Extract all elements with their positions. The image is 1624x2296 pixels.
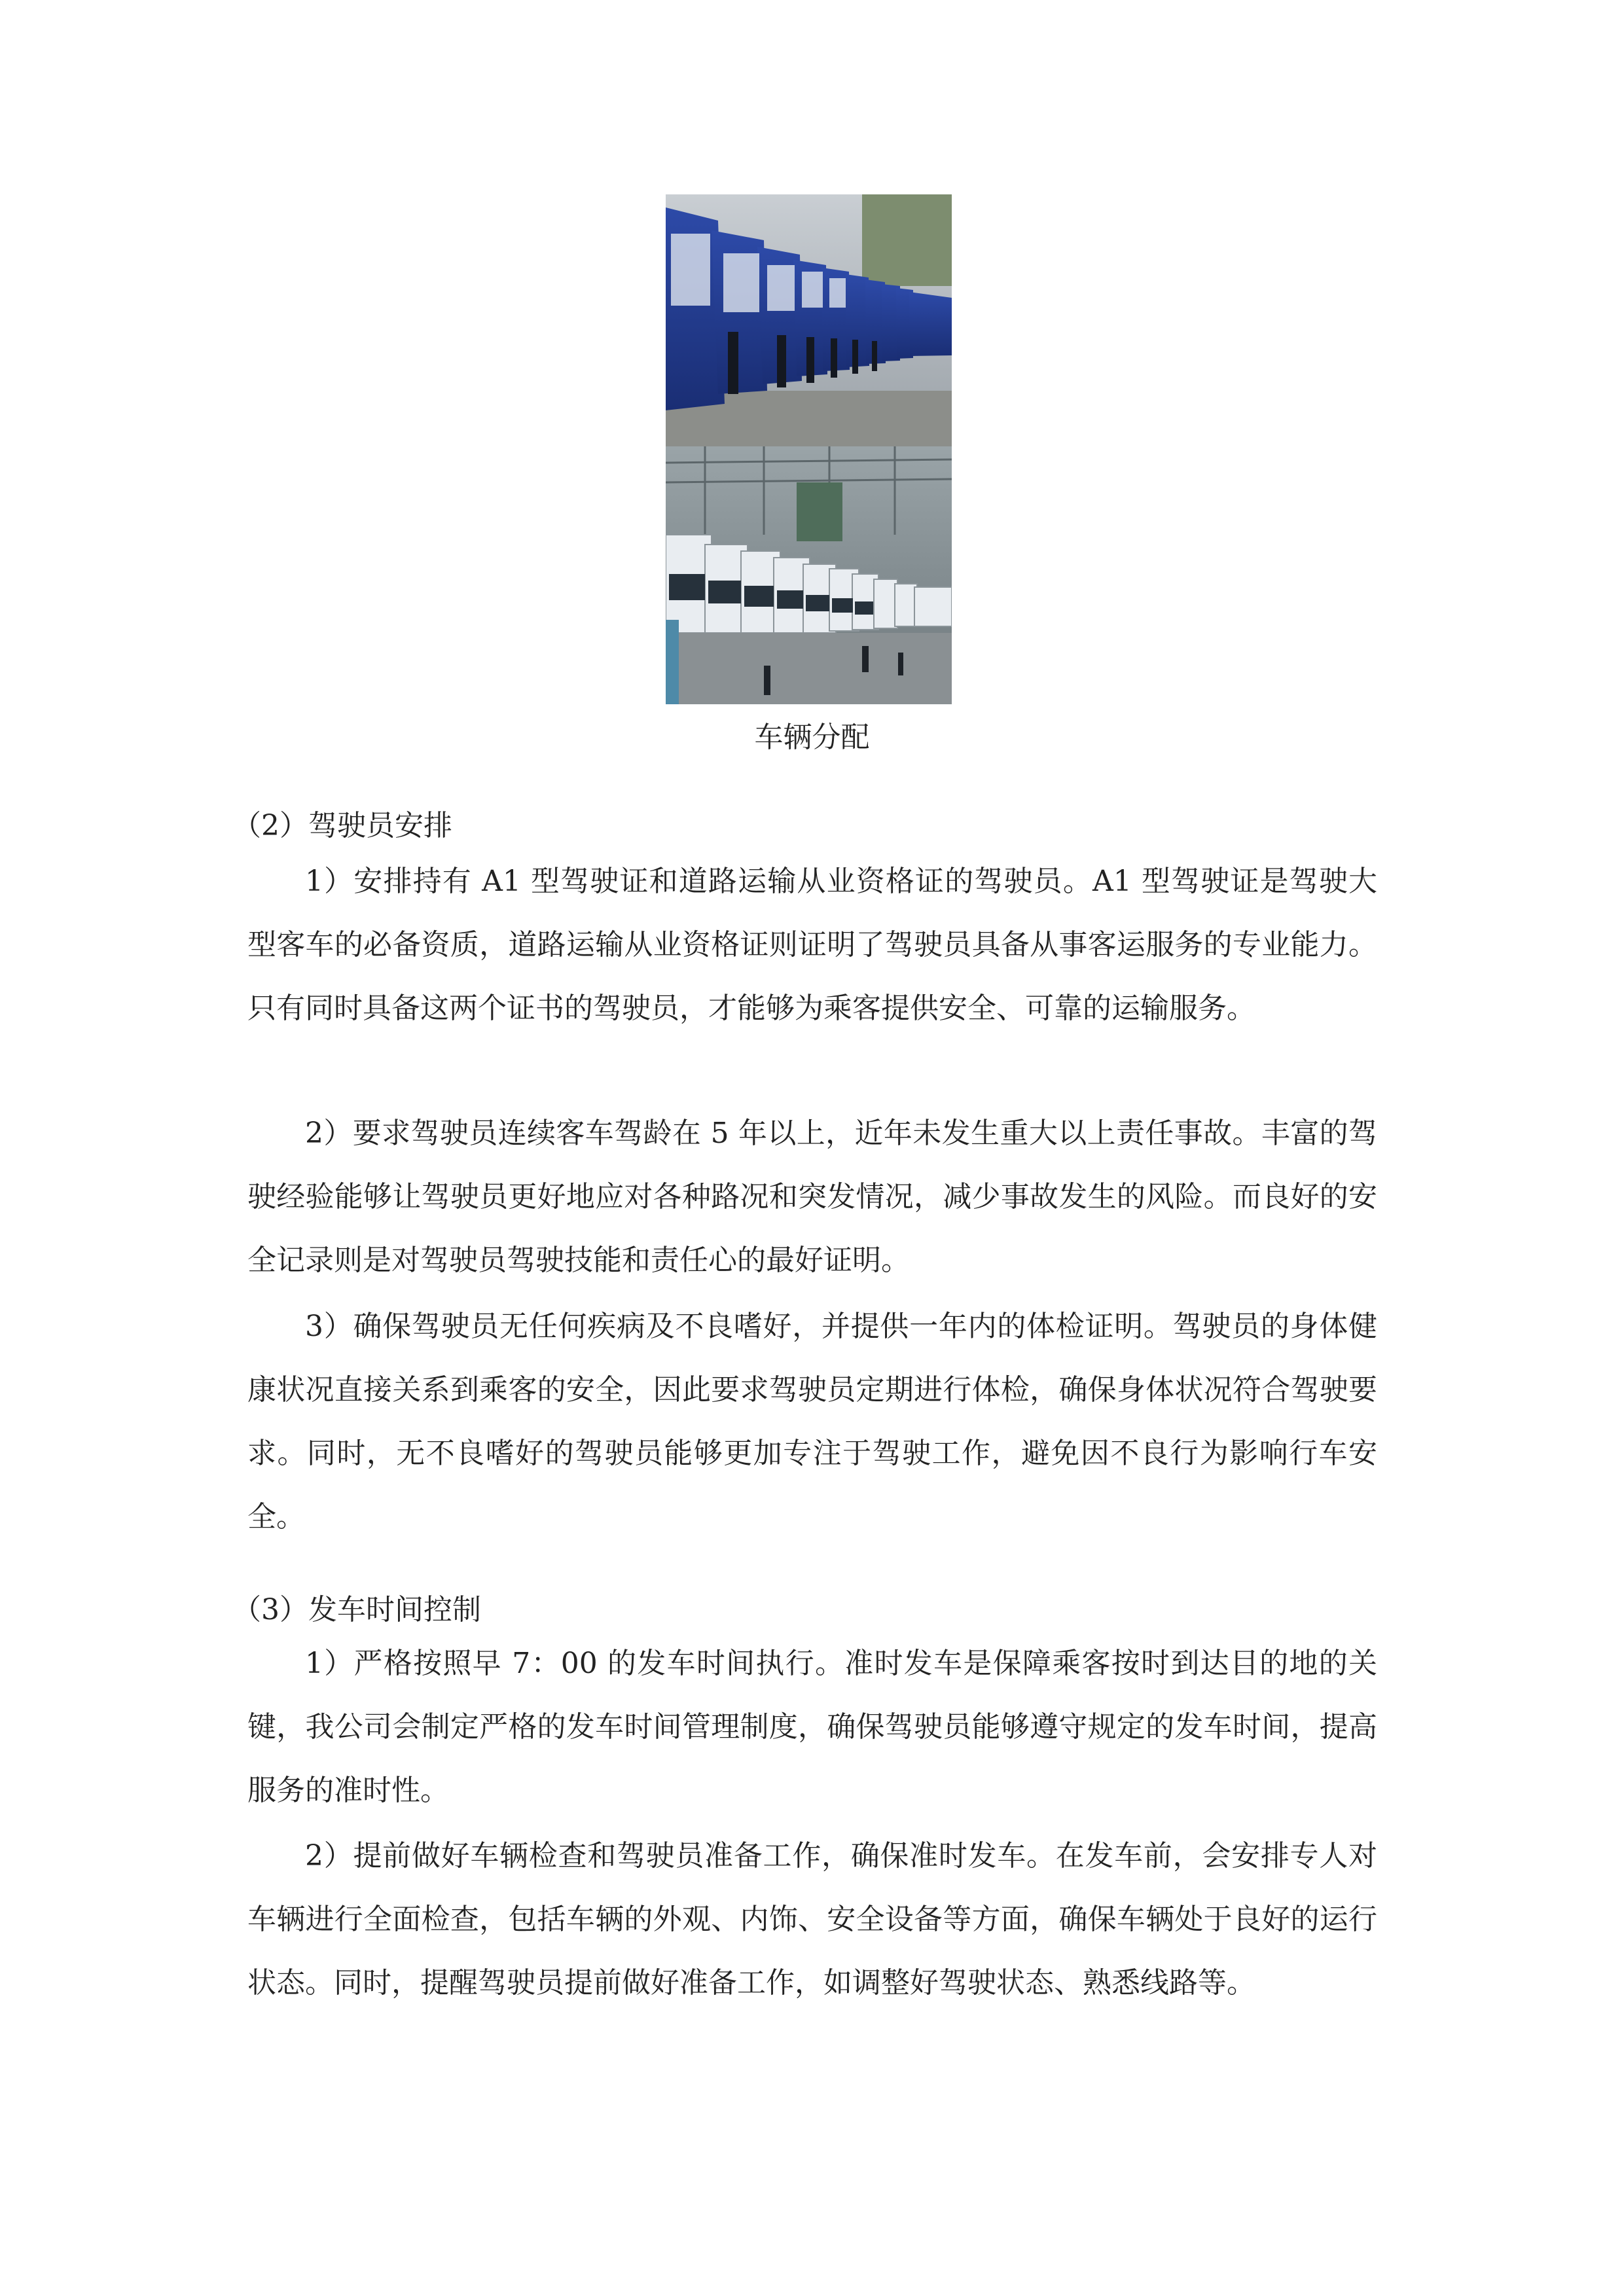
section-body-driver-arrangement bbox=[247, 850, 1377, 1040]
paragraph: 1）安排持有 A1 型驾驶证和道路运输从业资格证的驾驶员。A1 型驾驶证是驾驶大型客车的必备资质，道路运输从业资格证则证明了驾驶员具备从事客运服务的专业能力。只有同时具备这两个证书的驾驶员，才能够为乘客提供安全、可靠的运输服务。 bbox=[247, 865, 1377, 1025]
section-body-departure-time-2 bbox=[247, 1824, 1377, 2015]
paragraph: 3）确保驾驶员无任何疾病及不良嗜好，并提供一年内的体检证明。驾驶员的身体健康状况直接关系到乘客的安全，因此要求驾驶员定期进行体检，确保身体状况符合驾驶要求。同时，无不良嗜好的驾驶员能够更加专注于驾驶工作，避免因不良行为影响行车安全。 bbox=[247, 1310, 1377, 1534]
section-body-driver-arrangement-2 bbox=[247, 1102, 1377, 1292]
paragraph: 2）提前做好车辆检查和驾驶员准备工作，确保准时发车。在发车前，会安排专人对车辆进行全面检查，包括车辆的外观、内饰、安全设备等方面，确保车辆处于良好的运行状态。同时，提醒驾驶员提前做好准备工作，如调整好驾驶状态、熟悉线路等。 bbox=[247, 1839, 1377, 2000]
paragraph: 2）要求驾驶员连续客车驾龄在 5 年以上，近年未发生重大以上责任事故。丰富的驾驶经验能够让驾驶员更好地应对各种路况和突发情况，减少事故发生的风险。而良好的安全记录则是对驾驶员驾驶技能和责任心的最好证明。 bbox=[247, 1117, 1377, 1277]
section-heading-driver-arrangement: （2）驾驶员安排 bbox=[232, 809, 452, 842]
vehicle-allocation-photo bbox=[666, 194, 952, 704]
section-body-departure-time bbox=[247, 1632, 1377, 1822]
section-heading-departure-time: （3）发车时间控制 bbox=[232, 1593, 481, 1626]
paragraph: 1）严格按照早 7：00 的发车时间执行。准时发车是保障乘客按时到达目的地的关键，我公司会制定严格的发车时间管理制度，确保驾驶员能够遵守规定的发车时间，提高服务的准时性。 bbox=[247, 1647, 1377, 1807]
section-body-driver-arrangement-3 bbox=[247, 1295, 1377, 1549]
figure-caption: 车辆分配 bbox=[754, 721, 870, 754]
